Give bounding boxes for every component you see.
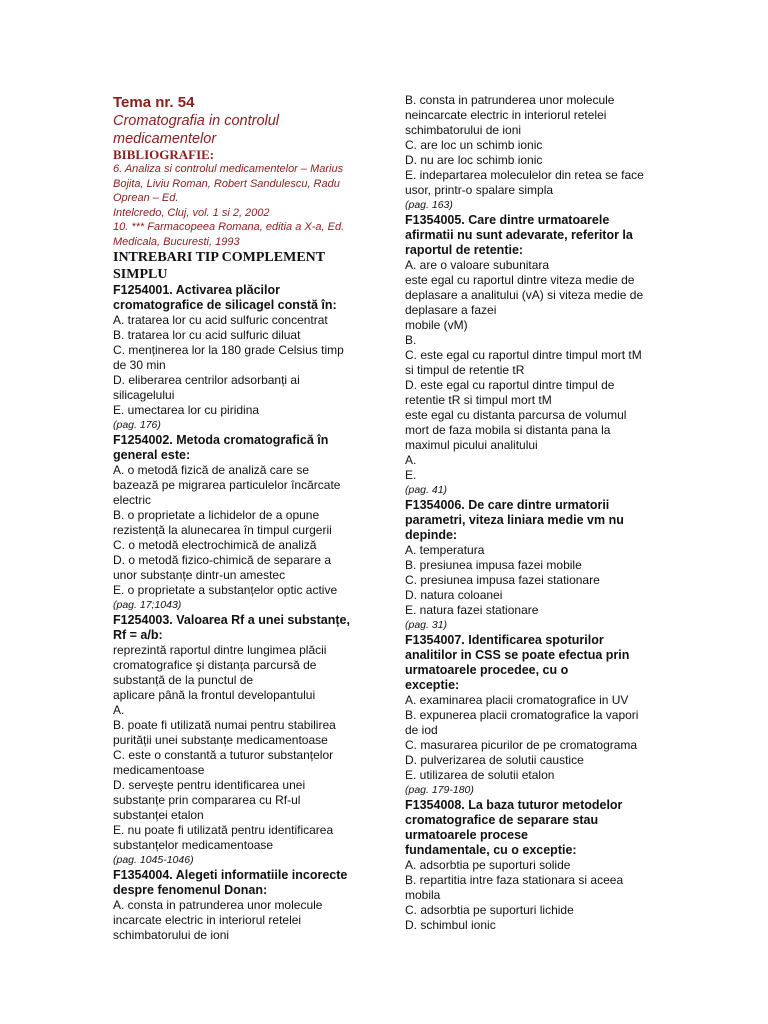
answer-text: B. poate fi utilizată numai pentru stabilirea xyxy=(113,718,336,732)
answer-text: este egal cu raportul dintre viteza medie de xyxy=(405,273,635,287)
question-text: cromatografice de silicagel constă în: xyxy=(113,298,337,312)
bibliografie-heading: BIBLIOGRAFIE: xyxy=(113,147,215,162)
answer-text: D. schimbul ionic xyxy=(405,918,496,932)
question-text: F1354005. Care dintre urmatoarele xyxy=(405,213,610,227)
answer-text: A. tratarea lor cu acid sulfuric concentrat xyxy=(113,313,328,327)
question-text: exceptie: xyxy=(405,678,460,692)
answer-text: A. o metodă fizică de analiză care se xyxy=(113,463,310,477)
answer-text: electric xyxy=(113,493,152,507)
question-text: parametri, viteza liniara medie vm nu xyxy=(405,513,624,527)
bibliography-line: Oprean – Ed. xyxy=(113,192,179,204)
bibliography-line: 10. *** Farmacopeea Romana, editia a X-a, Ed. xyxy=(113,221,345,233)
page-reference: (pag. 31) xyxy=(405,619,448,631)
bibliography-line: Medicala, Bucuresti, 1993 xyxy=(113,235,240,248)
question-text: F1354007. Identificarea spoturilor xyxy=(405,633,604,647)
answer-text: bazează pe migrarea particulelor încărcate xyxy=(113,478,341,492)
section-heading: SIMPLU xyxy=(113,267,168,282)
answer-text: C. menținerea lor la 180 grade Celsius timp xyxy=(113,343,344,357)
answer-text: silicagelului xyxy=(113,388,175,402)
answer-text: C. adsorbtia pe suporturi lichide xyxy=(405,903,574,917)
answer-text: unor substanțe dintr-un amestec xyxy=(113,568,286,582)
answer-text: usor, printr-o spalare simpla xyxy=(405,183,554,197)
page-reference: (pag. 179-180) xyxy=(405,784,474,796)
answer-text: D. pulverizarea de solutii caustice xyxy=(405,753,584,767)
answer-text: B. tratarea lor cu acid sulfuric diluat xyxy=(113,328,301,342)
answer-text: substanțelor medicamentoase xyxy=(113,838,274,852)
answer-text: schimbatorului de ioni xyxy=(113,928,230,942)
left-column xyxy=(113,0,358,943)
answer-text: E. indepartarea moleculelor din retea se face xyxy=(405,168,644,182)
answer-text: medicamentoase xyxy=(113,763,205,777)
answer-text: A. examinarea placii cromatografice in UV xyxy=(405,693,629,707)
question-text: F1354004. Alegeti informatiile incorecte xyxy=(113,868,348,882)
answer-text: mort de faza mobila si distanta pana la xyxy=(405,423,611,437)
answer-text: deplasare a analitului (vA) si viteza medie de xyxy=(405,288,644,302)
answer-text: cromatografice şi distanța parcursă de xyxy=(113,658,317,672)
tema-subtitle-line: Cromatografia in controlul xyxy=(113,113,280,129)
answer-text: de iod xyxy=(405,723,438,737)
answer-text: B. consta in patrunderea unor molecule xyxy=(405,93,615,107)
answer-text: D. este egal cu raportul dintre timpul de xyxy=(405,378,615,392)
answer-text: E. o proprietate a substanțelor optic active xyxy=(113,583,338,597)
answer-text: E. umectarea lor cu piridina xyxy=(113,403,260,417)
answer-text: E. natura fazei stationare xyxy=(405,603,539,617)
answer-text: D. natura coloanei xyxy=(405,588,503,602)
question-text: general este: xyxy=(113,448,191,462)
answer-text: de 30 min xyxy=(113,358,166,372)
page-reference: (pag. 41) xyxy=(405,484,448,496)
left-column-questions xyxy=(113,283,358,943)
bibliography-line: 6. Analiza si controlul medicamentelor – Marius xyxy=(113,163,344,175)
answer-text: B. expunerea placii cromatografice la vapori xyxy=(405,708,639,722)
answer-text: B. presiunea impusa fazei mobile xyxy=(405,558,582,572)
answer-text: este egal cu distanta parcursa de volumul xyxy=(405,408,627,422)
answer-text: C. este o constantă a tuturor substanțelor xyxy=(113,748,334,762)
answer-text: substanței etalon xyxy=(113,808,204,822)
answer-text: E. utilizarea de solutii etalon xyxy=(405,768,555,782)
answer-text: A. are o valoare subunitara xyxy=(405,258,550,272)
question-text: despre fenomenul Donan: xyxy=(113,883,268,897)
tema-subtitle-line: medicamentelor xyxy=(113,131,217,147)
question-text: Rf = a/b: xyxy=(113,628,163,642)
right-column xyxy=(405,0,660,933)
answer-text: D. o metodă fizico-chimică de separare a xyxy=(113,553,332,567)
question-text: raportul de retentie: xyxy=(405,243,524,257)
answer-text: substanță de la punctul de xyxy=(113,673,254,687)
page-reference: (pag. 1045-1046) xyxy=(113,854,194,866)
question-text: analitilor in CSS se poate efectua prin xyxy=(405,648,630,662)
answer-text: C. presiunea impusa fazei stationare xyxy=(405,573,600,587)
answer-text: D. eliberarea centrilor adsorbanți ai xyxy=(113,373,300,387)
answer-text: mobile (vM) xyxy=(405,318,468,332)
answer-text: C. masurarea picurilor de pe cromatograma xyxy=(405,738,638,752)
answer-text: mobila xyxy=(405,888,441,902)
answer-text: deplasare a fazei xyxy=(405,303,497,317)
answer-text: C. are loc un schimb ionic xyxy=(405,138,543,152)
answer-text: purității unei substanțe medicamentoase xyxy=(113,733,328,747)
question-text: fundamentale, cu o exceptie: xyxy=(405,843,577,857)
answer-text: aplicare până la frontul developantului xyxy=(113,688,316,702)
answer-text: retentie tR si timpul mort tM xyxy=(405,393,552,407)
answer-text: maximul picului analitului xyxy=(405,438,538,452)
answer-text: C. este egal cu raportul dintre timpul mort tM xyxy=(405,348,642,362)
bibliography-line: Intelcredo, Cluj, vol. 1 si 2, 2002 xyxy=(113,206,270,219)
answer-text: A. xyxy=(113,703,125,717)
answer-text: B. xyxy=(405,333,417,347)
question-text: depinde: xyxy=(405,528,458,542)
answer-text: B. repartitia intre faza stationara si aceea xyxy=(405,873,624,887)
answer-text: E. nu poate fi utilizată pentru identificarea xyxy=(113,823,334,837)
question-text: F1254003. Valoarea Rf a unei substanțe, xyxy=(113,613,350,627)
answer-text: rezistență la alunecarea în timpul curgerii xyxy=(113,523,332,537)
question-text: afirmatii nu sunt adevarate, referitor la xyxy=(405,228,633,242)
question-text: F1354006. De care dintre urmatorii xyxy=(405,498,610,512)
section-heading: INTREBARI TIP COMPLEMENT xyxy=(113,250,326,265)
page-reference: (pag. 17;1043) xyxy=(113,599,182,611)
question-text: F1354008. La baza tuturor metodelor xyxy=(405,798,623,812)
answer-text: C. o metodă electrochimică de analiză xyxy=(113,538,317,552)
answer-text: A. temperatura xyxy=(405,543,485,557)
page-reference: (pag. 176) xyxy=(113,419,161,431)
answer-text: D. serveşte pentru identificarea unei xyxy=(113,778,306,792)
answer-text: neincarcate electric in interiorul retelei xyxy=(405,108,607,122)
page-reference: (pag. 163) xyxy=(405,199,453,211)
question-text: F1254001. Activarea plăcilor xyxy=(113,283,280,297)
answer-text: A. consta in patrunderea unor molecule xyxy=(113,898,323,912)
answer-text: reprezintă raportul dintre lungimea plăcii xyxy=(113,643,327,657)
question-text: urmatoarele procese xyxy=(405,828,528,842)
question-text: cromatografice de separare stau xyxy=(405,813,599,827)
document-header xyxy=(113,94,358,283)
answer-text: D. nu are loc schimb ionic xyxy=(405,153,543,167)
answer-text: incarcate electric in interiorul retelei xyxy=(113,913,302,927)
right-column-questions xyxy=(405,93,660,933)
tema-title: Tema nr. 54 xyxy=(113,94,195,111)
answer-text: E. xyxy=(405,468,417,482)
bibliography-line: Bojita, Liviu Roman, Robert Sandulescu, Radu xyxy=(113,177,340,190)
answer-text: A. adsorbtia pe suporturi solide xyxy=(405,858,571,872)
answer-text: substanțe prin compararea cu Rf-ul xyxy=(113,793,301,807)
answer-text: B. o proprietate a lichidelor de a opune xyxy=(113,508,320,522)
question-text: F1254002. Metoda cromatografică în xyxy=(113,433,329,447)
answer-text: A. xyxy=(405,453,417,467)
question-text: urmatoarele procedee, cu o xyxy=(405,663,569,677)
answer-text: si timpul de retentie tR xyxy=(405,363,525,377)
answer-text: schimbatorului de ioni xyxy=(405,123,522,137)
